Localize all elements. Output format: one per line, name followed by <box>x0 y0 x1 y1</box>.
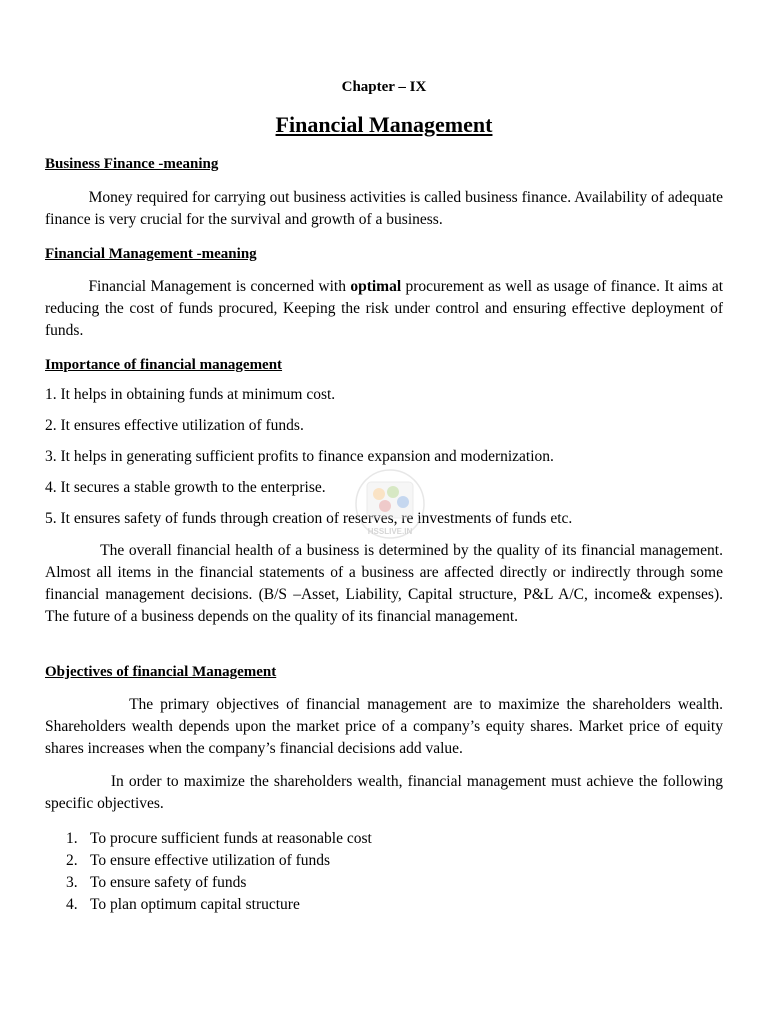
watermark-text: HSSLIVE.IN <box>367 527 413 536</box>
indent <box>45 696 129 713</box>
list-text: To ensure effective utilization of funds <box>90 852 331 869</box>
paragraph-objectives-1 <box>45 694 723 760</box>
paragraph-text: In order to maximize the shareholders wealth, financial management must achieve the following specific objectives. <box>45 773 724 812</box>
list-item <box>66 850 372 872</box>
list-number: 3. <box>66 874 78 891</box>
importance-point: 3. It helps in generating sufficient profits to finance expansion and modernization. <box>45 448 554 465</box>
paragraph-financial-health <box>45 540 723 628</box>
indent <box>45 542 100 559</box>
heading-business-finance: Business Finance -meaning <box>45 156 219 172</box>
indent <box>45 189 89 206</box>
importance-point: 4. It secures a stable growth to the enterprise. <box>45 479 326 496</box>
list-item <box>66 872 372 894</box>
indent <box>45 773 111 790</box>
heading-objectives: Objectives of financial Management <box>45 664 277 680</box>
list-text: To plan optimum capital structure <box>90 896 300 913</box>
list-text: To ensure safety of funds <box>90 874 247 891</box>
paragraph-text: Financial Management is concerned with <box>88 278 351 295</box>
heading-fm-meaning: Financial Management -meaning <box>45 246 257 262</box>
paragraph-text: The primary objectives of financial management are to maximize the shareholders wealth. Shareholders wealth depends upon the market price of a company’s equity shares. Market price of equity shares increases when the company’s financial decisions add value. <box>45 696 724 757</box>
watermark-logo-icon <box>345 462 435 552</box>
importance-point: 1. It helps in obtaining funds at minimum cost. <box>45 386 336 403</box>
paragraph-objectives-2 <box>45 771 723 815</box>
list-number: 1. <box>66 830 78 847</box>
indent <box>45 278 88 295</box>
list-item <box>66 894 372 916</box>
list-number: 2. <box>66 852 78 869</box>
paragraph-business-finance <box>45 187 723 231</box>
importance-point: 2. It ensures effective utilization of funds. <box>45 417 304 434</box>
paragraph-fm-meaning <box>45 276 723 342</box>
list-number: 4. <box>66 896 78 913</box>
importance-point: 5. It ensures safety of funds through creation of reserves, re investments of funds etc. <box>45 510 573 527</box>
paragraph-text: procurement as well as usage of finance. It aims at reducing the cost of funds procured, Keeping the risk under control and ensuring effective deployment of funds. <box>45 278 724 339</box>
list-item <box>66 828 372 850</box>
list-text: To procure sufficient funds at reasonable cost <box>90 830 372 847</box>
paragraph-text: Money required for carrying out business activities is called business finance. Availability of adequate finance is very crucial for the survival and growth of a business. <box>45 189 724 228</box>
bold-word: optimal <box>350 278 402 295</box>
heading-importance: Importance of financial management <box>45 357 283 373</box>
paragraph-text: The overall financial health of a business is determined by the quality of its financial management. Almost all items in the financial statements of a business are affected directly or indirectly through some financial management decisions. (B/S –Asset, Liability, Capital structure, P&L A/C, income& expenses). The future of a business depends on the quality of its financial management. <box>45 542 723 625</box>
chapter-label: Chapter – IX <box>341 79 427 95</box>
objectives-list <box>66 828 372 916</box>
page-title: Financial Management <box>275 112 493 137</box>
